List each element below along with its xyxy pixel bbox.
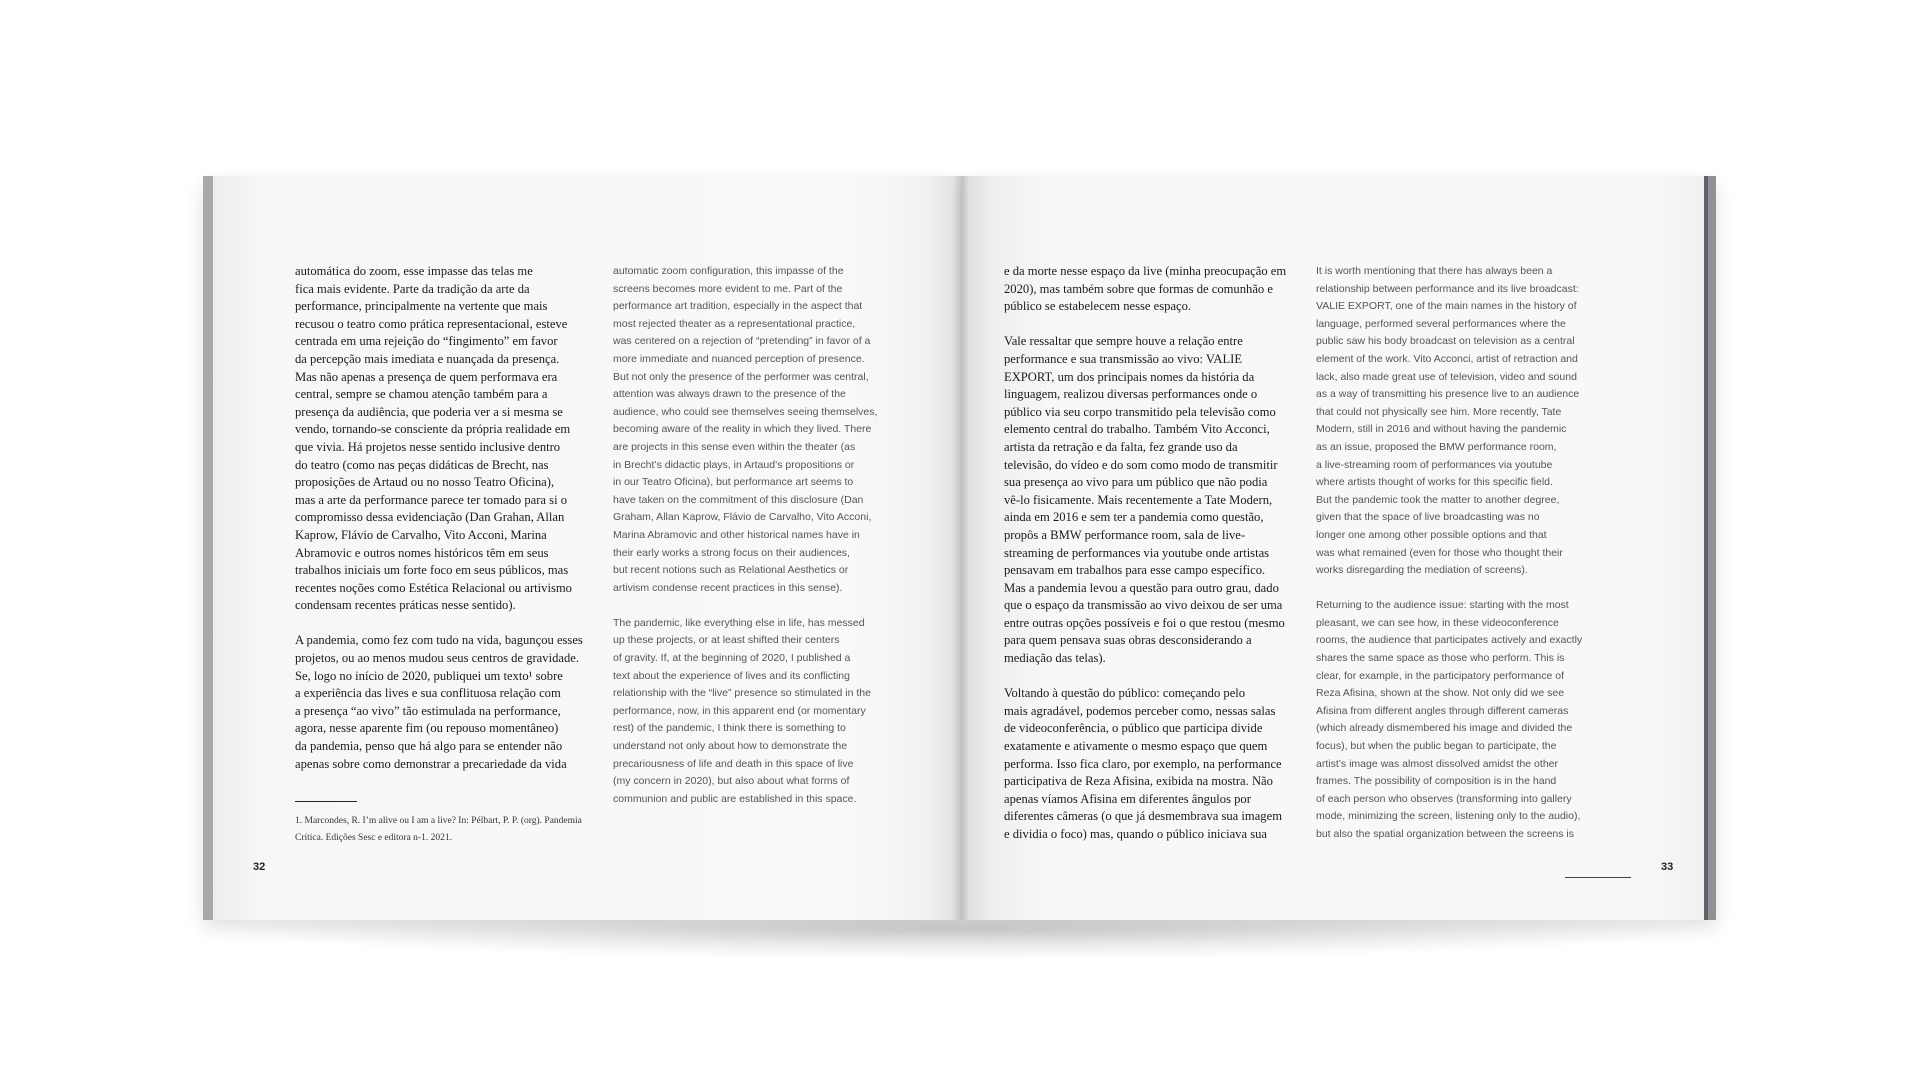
paragraph: A pandemia, como fez com tudo na vida, bagunçou esses projetos, ou ao menos mudou seus centros de gravidade. Se, logo no início de 2020, publiquei um texto¹ sobre a experiência das lives e sua conflituosa relação com a presença “ao vivo” tão estimulada na performance, agora, nesse aparente fim (ou repouso momentâneo) da pandemia, penso que há algo para se entender não apenas sobre como demonstrar a precariedade da vida <box>295 633 583 771</box>
left-page-portuguese-column <box>295 263 605 773</box>
paragraph: Voltando à questão do público: começando pelo mais agradável, podemos perceber como, nessas salas de videoconferência, o público que participa divide exatamente e ativamente o mesmo espaço que quem performa. Isso fica claro, por exemplo, na performance participativa de Reza Afisina, exibida na mostra. Não apenas víamos Afisina em diferentes ângulos por diferentes câmeras (o que já desmembrava sua imagem e dividia o foco) mas, quando o público iniciava sua <box>1004 686 1282 841</box>
page-number-left: 32 <box>253 861 266 873</box>
paragraph: automatic zoom configuration, this impasse of the screens becomes more evident to me. Part of the performance art tradition, especially in the aspect that most rejected theater as a representational practice, was centered on a rejection of “pretending” in favor of a more immediate and nuanced perception of presence. But not only the presence of the performer was central, attention was always drawn to the presence of the audience, who could see themselves seeing themselves, becoming aware of the reality in which they lived. There are projects in this sense even within the theater (as in Brecht’s didactic plays, in Artaud’s propositions or in our Teatro Oficina), but performance art seems to have taken on the commitment of this disclosure (Dan Graham, Allan Kaprow, Flávio de Carvalho, Vito Acconi, Marina Abramovic and other historical names have in their early works a strong focus on their audiences, but recent notions such as Relational Aesthetics or artivism condense recent practices in this sense). <box>613 265 878 594</box>
book-gutter <box>953 176 969 920</box>
right-page <box>961 176 1716 920</box>
footnote: 1. Marcondes, R. I’m alive ou I am a live? In: Pélbart, P. P. (org). Pandemia Crítica. Edições Sesc e editora n-1. 2021. <box>295 816 582 843</box>
paragraph: It is worth mentioning that there has always been a relationship between performance and its live broadcast: VALIE EXPORT, one of the main names in the history of language, performed several performances where the public saw his body broadcast on television as a central element of the work. Vito Acconci, artist of retraction and lack, also made great use of television, video and sound as a way of transmitting his presence live to an audience that could not physically see him. More recently, Tate Modern, still in 2016 and without having the pandemic as an issue, proposed the BMW performance room, a live-streaming room of performances via youtube where artists thought of works for this specific field. But the pandemic took the matter to another degree, given that the space of live broadcasting was no longer one among other possible options and that was what remained (even for those who thought their works disregarding the mediation of screens). <box>1316 265 1580 577</box>
right-page-portuguese-column <box>1004 263 1294 844</box>
page-number-right: 33 <box>1661 861 1674 873</box>
paragraph: Vale ressaltar que sempre houve a relação entre performance e sua transmissão ao vivo: VALIE EXPORT, um dos principais nomes da história da linguagem, realizou diversas performances onde o público via seu corpo transmitido pela televisão como elemento central do trabalho. Também Vito Acconci, artista da retração e da falta, fez grande uso da televisão, do vídeo e do som como modo de transmitir sua presença ao vivo para um público que não podia vê-lo fisicamente. Mais recentemente a Tate Modern, ainda em 2016 e sem ter a pandemia como questão, propôs a BMW performance room, sala de live- streaming de performances via youtube onde artistas pensavam em trabalhos para esse campo específico. Mas a pandemia levou a questão para outro grau, dado que o espaço da transmissão ao vivo deixou de ser uma entre outras opções possíveis e foi o que restou (mesmo para quem pensava suas obras desconsiderando a mediação das telas). <box>1004 334 1285 666</box>
paragraph: The pandemic, like everything else in life, has messed up these projects, or at least shifted their centers of gravity. If, at the beginning of 2020, I published a text about the experience of lives and its conflicting relationship with the “live” presence so stimulated in the performance, now, in this apparent end (or momentary rest) of the pandemic, I think there is something to understand not only about how to demonstrate the precariousness of life and death in this space of live (my concern in 2020), but also about what forms of communion and public are established in this space. <box>613 616 871 805</box>
paragraph: automática do zoom, esse impasse das telas me fica mais evidente. Parte da tradição da arte da performance, principalmente na vertente que mais recusou o teatro como prática representacional, esteve centrada em uma rejeição do “fingimento” em favor da percepção mais imediata e nuançada da presença. Mas não apenas a presença de quem performava era central, sempre se chamou atenção também para a presença da audiência, que poderia ver a si mesma se vendo, tornando-se consciente da própria realidade em que vivia. Há projetos nesse sentido inclusive dentro do teatro (como nas peças didáticas de Brecht, nas proposições de Artaud ou no nosso Teatro Oficina), mas a arte da performance parece ter tomado para si o compromisso dessa evidenciação (Dan Grahan, Allan Kaprow, Flávio de Carvalho, Vito Acconi, Marina Abramovic e outros nomes históricos têm em seus trabalhos iniciais um forte foco em seus públicos, mas recentes noções como Estética Relacional ou artivismo condensam recentes práticas nesse sentido). <box>295 264 572 613</box>
right-page-english-column <box>1316 263 1636 844</box>
footer-rule <box>1565 877 1631 878</box>
footnote-rule <box>295 801 357 802</box>
paragraph: e da morte nesse espaço da live (minha preocupação em 2020), mas também sobre que formas de comunhão e público se estabelecem nesse espaço. <box>1004 264 1287 314</box>
left-page <box>203 176 961 920</box>
left-page-english-column <box>613 263 913 808</box>
paragraph: Returning to the audience issue: starting with the most pleasant, we can see how, in these videoconference rooms, the audience that participates actively and exactly shares the same space as those who perform. This is clear, for example, in the participatory performance of Reza Afisina, shown at the show. Not only did we see Afisina from different angles through different cameras (which already dismembered his image and divided the focus), but when the public began to participate, the artist’s image was almost dissolved amidst the other frames. The possibility of composition is in the hand of each person who observes (transforming into gallery mode, minimizing the screen, listening only to the audio), but also the spatial organization between the screens is <box>1316 599 1583 840</box>
